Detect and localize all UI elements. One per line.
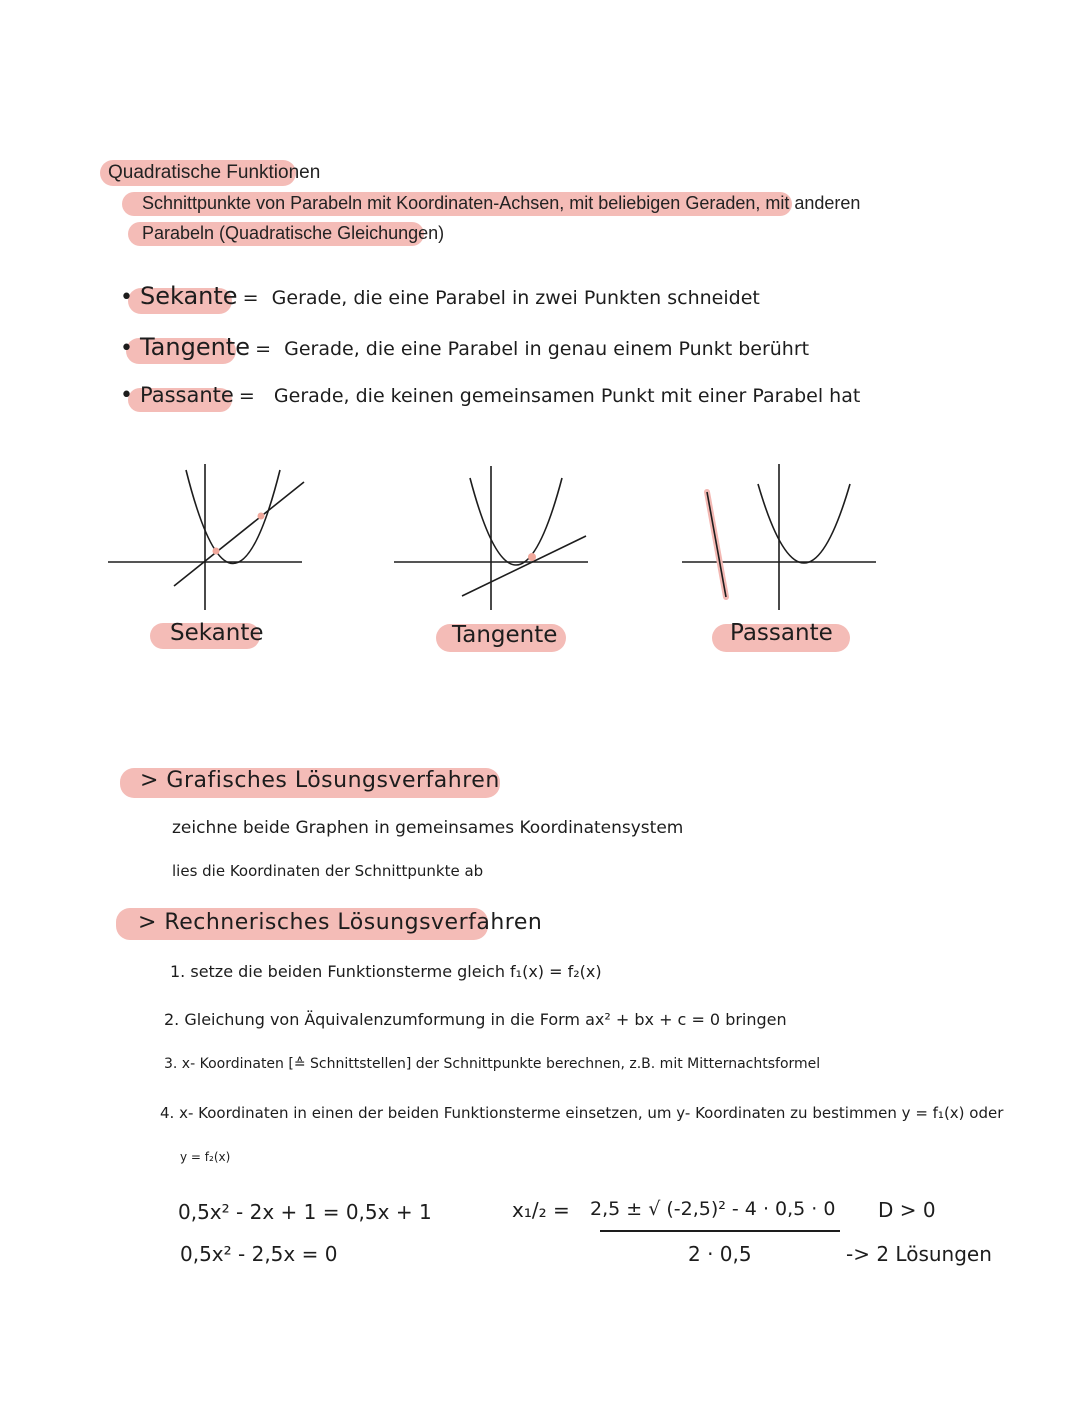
graph-label-sekante: Sekante xyxy=(170,620,264,646)
rechnerisch-step-2: 2. Gleichung von Äquivalenzumformung in die Form ax² + bx + c = 0 bringen xyxy=(164,1010,787,1029)
sekante-graph xyxy=(108,462,308,612)
section-heading-rechnerisch: > Rechnerisches Lösungsverfahren xyxy=(138,910,543,935)
definition-text: Gerade, die keinen gemeinsamen Punkt mit einer Parabel hat xyxy=(273,385,861,407)
bullet: • xyxy=(120,336,140,361)
grafisch-step-2: lies die Koordinaten der Schnittpunkte ab xyxy=(172,862,484,880)
formula-denominator: 2 · 0,5 xyxy=(688,1242,752,1266)
intersection-point xyxy=(213,548,220,555)
equals-sign: = xyxy=(255,338,271,360)
rechnerisch-step-4: 4. x- Koordinaten in einen der beiden Funktionsterme einsetzen, um y- Koordinaten zu bestimmen y = f₁(x) oder xyxy=(160,1104,1004,1122)
passant-line xyxy=(707,492,726,597)
subtitle-line-1: Schnittpunkte von Parabeln mit Koordinaten-Achsen, mit beliebigen Geraden, mit anderen xyxy=(142,193,861,213)
equals-sign: = xyxy=(238,385,255,407)
section-heading-grafisch: > Grafisches Lösungsverfahren xyxy=(140,768,500,793)
grafisch-step-1: zeichne beide Graphen in gemeinsames Koordinatensystem xyxy=(172,818,684,838)
touch-point xyxy=(528,553,536,561)
passante-graph xyxy=(682,462,882,612)
graph-label-tangente: Tangente xyxy=(452,622,558,648)
rechnerisch-step-4-cont: y = f₂(x) xyxy=(180,1150,231,1164)
term-label: Passante xyxy=(139,383,234,407)
intersection-point xyxy=(258,513,265,520)
tangente-graph xyxy=(394,462,594,612)
parabola xyxy=(758,484,850,563)
term-label: Sekante xyxy=(139,282,238,310)
rechnerisch-step-1: 1. setze die beiden Funktionsterme gleich f₁(x) = f₂(x) xyxy=(170,962,602,981)
definition-text: Gerade, die eine Parabel in genau einem Punkt berührt xyxy=(284,338,810,360)
graph-label-passante: Passante xyxy=(730,620,833,646)
formula-numerator: 2,5 ± √ (-2,5)² - 4 · 0,5 · 0 xyxy=(590,1198,836,1220)
parabola xyxy=(186,470,280,564)
definition-tangente xyxy=(120,333,809,361)
equals-sign: = xyxy=(242,287,259,309)
definition-passante xyxy=(120,383,860,408)
parabola xyxy=(470,478,562,565)
tangent-line xyxy=(462,536,586,596)
discriminant-note: D > 0 xyxy=(878,1198,936,1222)
bullet: • xyxy=(120,285,140,310)
fraction-bar xyxy=(600,1230,840,1232)
example-equation-1: 0,5x² - 2x + 1 = 0,5x + 1 xyxy=(178,1200,432,1224)
subtitle-line-2: Parabeln (Quadratische Gleichungen) xyxy=(142,223,445,243)
bullet: • xyxy=(120,383,140,408)
solution-count: -> 2 Lösungen xyxy=(846,1242,992,1266)
definition-sekante xyxy=(120,282,760,310)
term-label: Tangente xyxy=(139,333,250,361)
page-title: Quadratische Funktionen xyxy=(108,162,321,183)
definition-text: Gerade, die eine Parabel in zwei Punkten schneidet xyxy=(271,287,760,309)
rechnerisch-step-3: 3. x- Koordinaten [≙ Schnittstellen] der Schnittpunkte berechnen, z.B. mit Mitternachtsformel xyxy=(164,1056,821,1072)
formula-x-label: x₁/₂ = xyxy=(512,1198,570,1222)
example-equation-2: 0,5x² - 2,5x = 0 xyxy=(180,1242,338,1266)
